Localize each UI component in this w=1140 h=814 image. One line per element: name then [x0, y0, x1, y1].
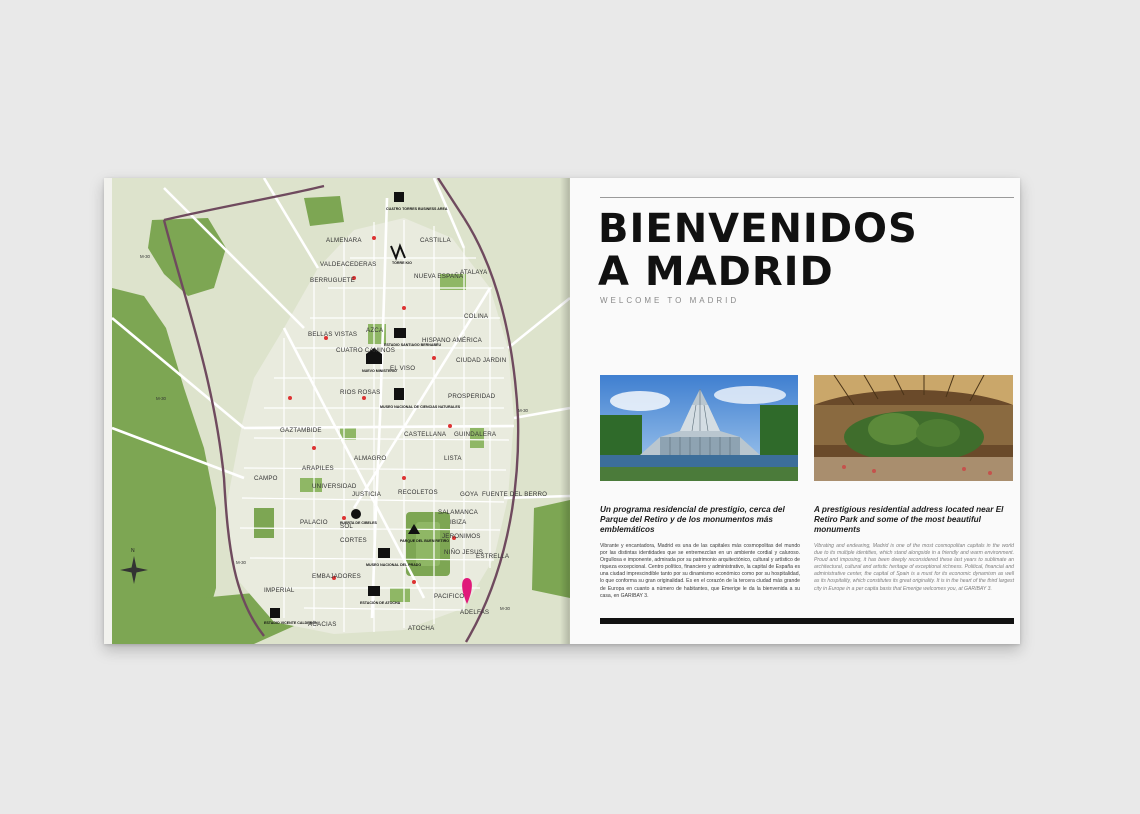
- district-label: RECOLETOS: [398, 489, 438, 496]
- english-heading: A prestigious residential address located near El Retiro Park and some of the most beautiful monuments: [814, 505, 1004, 534]
- spanish-column: [600, 505, 800, 600]
- district-label: GUINDALERA: [454, 431, 497, 438]
- m30-label: M-30: [156, 396, 167, 401]
- title-line-2: A MADRID: [598, 249, 834, 295]
- m30-label: M-30: [236, 560, 247, 565]
- district-label: BERRUGUETE: [310, 277, 355, 284]
- landmark-label: MUSEO NACIONAL DEL PRADO: [366, 563, 422, 567]
- district-label: ATALAYA: [460, 269, 488, 276]
- district-label: GOYA: [460, 491, 479, 498]
- business-towers-icon: [394, 192, 404, 202]
- district-label: PROSPERIDAD: [448, 393, 496, 400]
- prado-icon: [378, 548, 390, 558]
- district-label: CAMPO: [254, 475, 278, 482]
- cibeles-icon: [351, 509, 361, 519]
- atocha-train-icon: [368, 586, 380, 596]
- photo-palacio-de-cristal: [600, 375, 798, 481]
- photo-atocha-garden: [814, 375, 1013, 481]
- park-north-patch: [304, 196, 344, 226]
- district-label: SOL: [340, 523, 353, 530]
- district-label: ATOCHA: [408, 625, 435, 632]
- district-label: PACIFICO: [434, 593, 465, 600]
- calderon-stadium-icon: [270, 608, 280, 618]
- bottom-bar: [600, 618, 1014, 624]
- district-label: EMBAJADORES: [312, 573, 361, 580]
- landmark-label: ESTADIO VICENTE CALDERÓN: [264, 621, 318, 625]
- district-label: AZCA: [366, 327, 384, 334]
- m30-label: M-30: [500, 606, 511, 611]
- madrid-map: [104, 178, 570, 644]
- landmark-label: NUEVO MINISTERIO: [362, 369, 397, 373]
- landmark-label: ESTACIÓN DE ATOCHA: [360, 601, 401, 605]
- district-label: CORTES: [340, 537, 367, 544]
- district-label: JUSTICIA: [352, 491, 382, 498]
- title-line-1: BIENVENIDOS: [598, 206, 918, 252]
- top-rule: [600, 197, 1014, 198]
- district-label: LISTA: [444, 455, 462, 462]
- landmark-label: CUATRO TORRES BUSINESS AREA: [386, 207, 448, 211]
- m30-label: M-30: [140, 254, 151, 259]
- district-label: GAZTAMBIDE: [280, 427, 322, 434]
- map-page: [104, 178, 570, 644]
- district-label: ADELFAS: [460, 609, 490, 616]
- district-label: CUATRO CAMINOS: [336, 347, 396, 354]
- landmark-label: PARQUE DEL BUEN RETIRO: [400, 539, 449, 543]
- district-label: FUENTE DEL BERRO: [482, 491, 548, 498]
- compass-label: N: [131, 548, 135, 554]
- district-label: CIUDAD JARDIN: [456, 357, 507, 364]
- district-label: NIÑO JESUS: [444, 549, 484, 556]
- landmark-label: PUERTA DE CIBELES: [340, 521, 377, 525]
- spanish-body: Vibrante y encantadora, Madrid es una de las capitales más cosmopolitas del mundo por las distintas identidades que se entremezclan en un ambiente cordial y caluroso. Orgullosa e imponente, admirada por su patrimonio arquitectónico, cultural y artístico de riqueza excepcional. Centro político, financiero y administrativo, la capital de España es una ciudad imprescindible tanto por su dinamismo económico como por su hospitalidad, lo que conforma su gran originalidad. Es en el corazón de la tercera ciudad más grande de Europa en cuanto a número de habitantes, que Emerige le da la bienvenida a su casa, en GARIBAY 3.: [600, 543, 800, 599]
- district-label: PALACIO: [300, 519, 328, 526]
- district-label: JERONIMOS: [442, 533, 481, 540]
- district-label: BELLAS VISTAS: [308, 331, 358, 338]
- district-label: CASTELLANA: [404, 431, 447, 438]
- district-label: IMPERIAL: [264, 587, 295, 594]
- english-column: [814, 505, 1014, 593]
- district-label: NUEVA ESPAÑA: [414, 273, 464, 280]
- district-label: IBIZA: [450, 519, 467, 526]
- district-label: RIOS ROSAS: [340, 389, 381, 396]
- text-page: [570, 178, 1020, 644]
- district-label: COLINA: [464, 313, 489, 320]
- district-label: SALAMANCA: [438, 509, 478, 516]
- district-label: ALMAGRO: [354, 455, 387, 462]
- park-east: [532, 500, 570, 598]
- district-label: ARAPILES: [302, 465, 334, 472]
- brochure-spread: [104, 178, 1020, 644]
- district-label: HISPANO AMÉRICA: [422, 337, 482, 344]
- english-body: Vibrating and endearing, Madrid is one of the most cosmopolitan capitals in the world due to its multiple identities, which stand alongside in a friendly and warm environment. Proud and imposing, it has been deeply reconsidered these last years to sublimate an architectural, cultural and artistic heritage of exceptional richness. Political, financial and administrative center, the capital of Spain is a must for its economic dynamism as well as its hospitality, which constitutes its great originality. It is in the heart of the third largest city in Europe in a per capita basis that Emerige welcomes you, at GARIBAY 3.: [814, 543, 1014, 592]
- district-label: EL VISO: [390, 365, 416, 372]
- page-title: [598, 208, 918, 294]
- m30-label: M-30: [518, 408, 529, 413]
- spanish-heading: Un programa residencial de prestigio, cerca del Parque del Retiro y de los monumentos más emblemáticos: [600, 505, 785, 534]
- stadium-icon: [394, 328, 406, 338]
- district-label: ALMENARA: [326, 237, 362, 244]
- page-subtitle: WELCOME TO MADRID: [600, 296, 740, 305]
- district-label: VALDEACEDERAS: [320, 261, 377, 268]
- landmark-label: MUSEO NACIONAL DE CIENCIAS NATURALES: [380, 405, 461, 409]
- museum-icon: [394, 388, 404, 400]
- district-label: UNIVERSIDAD: [312, 483, 357, 490]
- landmark-label: TORRE KIO: [392, 261, 412, 265]
- district-label: CASTILLA: [420, 237, 451, 244]
- landmark-label: ESTADIO SANTIAGO BERNABÉU: [384, 343, 442, 347]
- district-label: ACACIAS: [308, 621, 337, 628]
- page-edge: [104, 178, 112, 644]
- district-label: ESTRELLA: [476, 553, 510, 560]
